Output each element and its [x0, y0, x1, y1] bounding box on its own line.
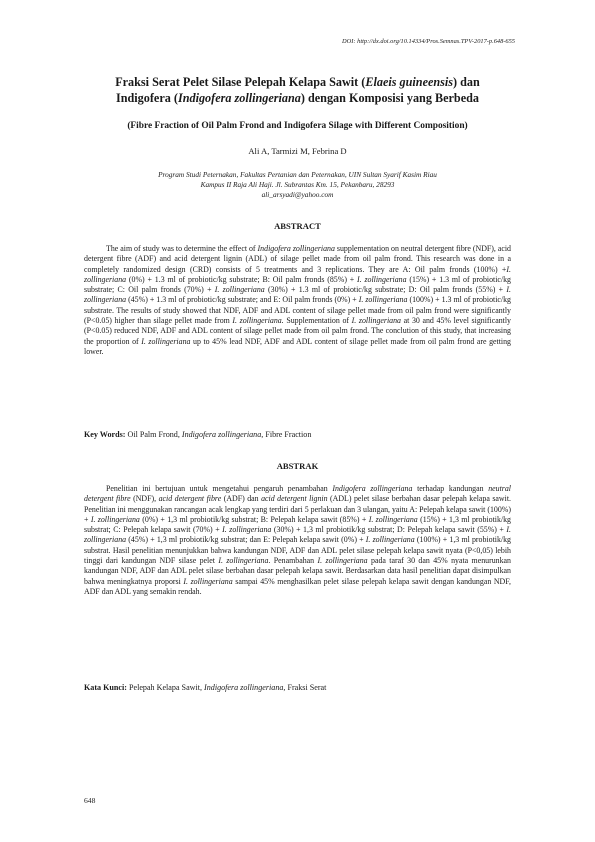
affiliation [80, 170, 515, 201]
author-email: ali_arsyadi@yahoo.com [261, 190, 334, 200]
page-number: 648 [84, 796, 96, 805]
keywords-label: Key Words: [84, 430, 126, 439]
doi-header: DOI: http://dx.doi.org/10.14334/Pros.Semnas.TPV-2017-p.648-655 [342, 38, 515, 45]
paper-title: Fraksi Serat Pelet Silase Pelepah Kelapa Sawit (Elaeis guineensis) dan Indigofera (Indigofera zollingeriana) dengan Komposisi yang Berbeda [115, 75, 480, 105]
abstract-body: The aim of study was to determine the effect of Indigofera zollingeriana supplementation on neutral detergent fibre (NDF), acid detergent fibre (ADF) and acid detergent lignin (ADL) of silage pellet made from oil palm frond. This research was done in a completely randomized design (CRD) consists of 5 treatments and 3 replications. They are A: Oil palm fronds (100%) +I. zollingeriana (0%) + 1.3 ml of probiotic/kg substrate; B: Oil palm fronds (85%) + I. zollingeriana (15%) + 1.3 ml of probiotic/kg substrate; C: Oil palm fronds (70%) + I. zollingeriana (30%) + 1.3 ml of probiotic/kg substrate; D: Oil palm fronds (55%) + I. zollingeriana (45%) + 1.3 ml of probiotic/kg substrate; and E: Oil palm fronds (0%) + I. zollingeriana (100%) + 1.3 ml of probiotic/kg substrate. The results of study showed that NDF, ADF and ADL content of silage pellet made from oil palm frond were significantly (P<0.05) higher than silage pellet made from I. zollingeriana. Supplementation of I. zollingeriana at 30 and 45% level significantly (P<0.05) reduced NDF, ADF and ADL content of silage pellet made from oil palm frond. The conclution of this study, that increasing the proportion of I. zollingeriana up to 45% lead NDF, ADF and ADL content of silage pellet made from oil palm frond are getting lower. [84, 244, 512, 356]
katakunci-line: Kata Kunci: Pelepah Kelapa Sawit, Indigofera zollingeriana, Fraksi Serat [84, 683, 327, 692]
affiliation-line-2: Kampus II Raja Ali Haji. Jl. Subrantas Km. 15, Pekanbaru, 28293 [200, 180, 395, 190]
author-list: Ali A, Tarmizi M, Febrina D [248, 146, 347, 156]
katakunci-label: Kata Kunci: [84, 683, 127, 692]
abstrak-heading: ABSTRAK [276, 461, 319, 471]
abstrak-body: Penelitian ini bertujuan untuk mengetahui pengaruh penambahan Indigofera zollingeriana terhadap kandungan neutral detergent fibre (NDF), acid detergent fibre (ADF) dan acid detergent lignin (ADL) pelet silase berbahan dasar pelepah kelapa sawit. Penelitian ini menggunakan rancangan acak lengkap yang terdiri dari 5 perlakuan dan 3 ulangan, yaitu A: Pelepah kelapa sawit (100%) + I. zollingeriana (0%) + 1,3 ml probiotik/kg substrat; B: Pelepah kelapa sawit (85%) + I. zollingeriana (15%) + 1,3 ml probiotik/kg substrat; C: Pelepah kelapa sawit (70%) + I. zollingeriana (30%) + 1,3 ml probiotik/kg substrat; D: Pelepah kelapa sawit (55%) + I. zollingeriana (45%) + 1,3 ml probiotik/kg substrat; dan E: Pelepah kelapa sawit (0%) + I. zollingeriana (100%) + 1,3 ml probiotik/kg substrat. Hasil penelitian menunjukkan bahwa kandungan NDF, ADF dan ADL pelet silase pelepah kelapa sawit nyata (P<0,05) lebih tinggi dari kandungan NDF silase pelet I. zollingeriana. Penambahan I. zollingeriana pada taraf 30 dan 45% nyata menurunkan kandungan NDF, ADF dan ADL pelet silase berbahan dasar pelepah kelapa sawit. Berdasarkan data hasil penelitian dapat disimpulkan bahwa meningkatnya proporsi I. zollingeriana sampai 45% menghasilkan pelet silase pelepah kelapa sawit dengan kandungan NDF, ADF dan ADL yang semakin rendah. [84, 484, 512, 596]
affiliation-line-1: Program Studi Peternakan, Fakultas Pertanian dan Peternakan, UIN Sultan Syarif Kasim Riau [158, 170, 437, 179]
keywords-line: Key Words: Oil Palm Frond, Indigofera zollingeriana, Fibre Fraction [84, 430, 312, 439]
abstract-heading: ABSTRACT [274, 221, 321, 231]
paper-subtitle: (Fibre Fraction of Oil Palm Frond and Indigofera Silage with Different Composition) [127, 121, 468, 131]
